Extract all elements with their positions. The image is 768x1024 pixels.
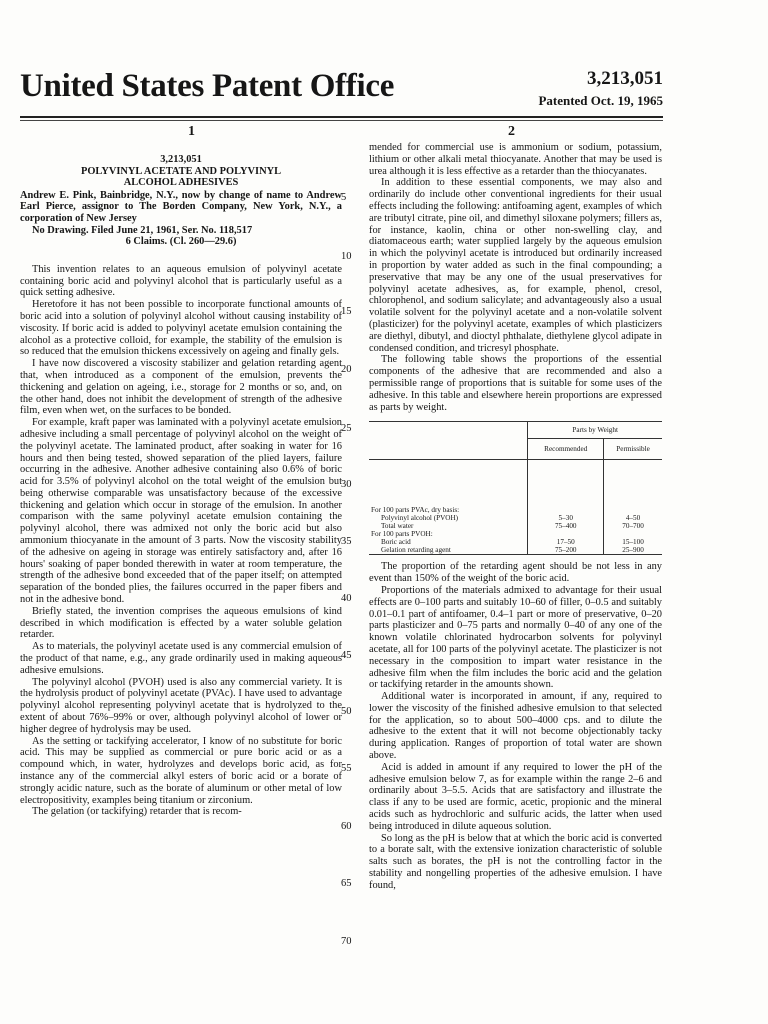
table-row — [369, 530, 662, 538]
table-row — [369, 522, 662, 530]
table-cell-recommended: 75–200 — [528, 546, 604, 555]
paragraph: As the setting or tackifying accelerator, I know of no substitute for boric acid. This may be supplied as commercial or pure boric acid or as a compound which, in water, hydrolyzes and develops boric acid, as for instance any of the commercial alkyl esters of boric acid or a borate of strongly acidic nature, such as the borate of aluminum or other metal of low electropositivity, examples being titanium or zirconium. — [20, 735, 342, 806]
table-cell-permissible: 70–700 — [604, 522, 662, 530]
patent-number-inline: 3,213,051 — [160, 154, 202, 165]
line-number: 40 — [341, 593, 352, 604]
table-cell-permissible: 15–100 — [604, 538, 662, 546]
patent-date: Patented Oct. 19, 1965 — [538, 93, 663, 108]
table-col-permissible: Permissible — [604, 439, 662, 460]
line-number: 5 — [341, 192, 347, 203]
line-number: 35 — [341, 536, 352, 547]
paragraph: I have now discovered a viscosity stabilizer and gelation retarding agent that, when introduced as a component of the emulsion, prevents the thickening and gelation on ageing, i.e., storage for 2 months or so, and, on the other hand, does not inhibit the development of strength of the adhesive film, even when wet, on the surfaces to be bonded. — [20, 358, 342, 417]
table-row-label: Polyvinyl alcohol (PVOH) — [381, 514, 459, 523]
header-rule-thin — [20, 120, 663, 121]
authors: Andrew E. Pink, Bainbridge, N.Y., now by change of name to Andrew Earl Pierce, assignor to The Borden Company, New York, N.Y., a corporation of New Jersey — [20, 189, 342, 224]
table-row — [369, 514, 662, 522]
paragraph: So long as the pH is below that at which the boric acid is converted to a borate salt, with the extensive ionization characteristic of soluble salts such as borates, the pH is not the controlling factor in the stability and nongelling properties of the adhesive emulsion. I have found, — [369, 832, 662, 891]
line-number: 45 — [341, 650, 352, 661]
table-col-recommended: Recommended — [528, 439, 604, 460]
line-number: 55 — [341, 763, 352, 774]
table-row-label: For 100 parts PVOH: — [371, 530, 433, 539]
patent-number: 3,213,051 — [587, 68, 663, 89]
paragraph: Heretofore it has not been possible to incorporate functional amounts of boric acid into a solution of polyvinyl alcohol without causing instability of viscosity. If boric acid is added to polyvinyl acetate emulsion containing the alcohol as a protective colloid, for example, the stability of the emulsion is so reduced that the emulsion thickens excessively on ageing and finally gels. — [20, 299, 342, 358]
line-number: 25 — [341, 423, 352, 434]
proportions-table — [369, 421, 662, 555]
paragraph: mended for commercial use is ammonium or sodium, potassium, lithium or other alkali metal thiocyanate. Another that may be used is urea although it is less effective as a retarder than the thiocyanates. — [369, 142, 662, 177]
paragraph: Additional water is incorporated in amount, if any, required to lower the viscosity of the finished adhesive emulsion to that selected for the application, so to about 500–4000 cps. and to dilute the adhesive to the extent that it will not become objectionably tacky during application. Ranges of proportion of total water are shown above. — [369, 691, 662, 762]
header-rule — [20, 116, 663, 118]
table-row-label: Boric acid — [381, 538, 411, 547]
line-number: 50 — [341, 706, 352, 717]
line-number: 70 — [341, 936, 352, 947]
table-row — [369, 538, 662, 546]
left-column — [20, 142, 342, 818]
column-number-right: 2 — [508, 124, 515, 139]
claims-info: 6 Claims. (Cl. 260—29.6) — [125, 236, 237, 248]
table-cell-permissible — [604, 530, 662, 538]
column-number-left: 1 — [188, 124, 195, 139]
paragraph: Proportions of the materials admixed to advantage for their usual effects are 0–100 parts and suitably 10–60 of filler, 0–0.5 and suitably 0.01–0.1 part of antifoamer, 0.4–1 part or more of preservative, 0–20 parts plasticizer and 0–75 parts and normally 0–40 of any one of the known volatile chlorinated hydrocarbon solvents for polyvinyl acetate, all for 100 parts of the polyvinyl acetate. The plasticizer is not necessary in the composition to impart water resistance in the adhesive film when the film includes the boric acid and the gelation or tackifying retarder in the amounts shown. — [369, 584, 662, 691]
line-number: 20 — [341, 364, 352, 375]
paragraph: For example, kraft paper was laminated with a polyvinyl acetate emulsion adhesive including a small percentage of polyvinyl alcohol on the weight of the polyvinyl acetate. The laminated product, after soaking in water for 16 hours and then being tested, showed separation of the plied layers, failure occurring in the adhesive. Another adhesive containing also 0.6% of boric acid for 3.5% of polyvinyl alcohol on the total weight of the emulsion but being otherwise comparable was unsatisfactory because of the excessive thickening and gelation which occur in storage of the emulsion. In another comparison with the same polyvinyl acetate emulsion containing the polyvinyl alcohol, there was admixed not only the boric acid but also ammonium thiocyanate in the amount of 3 parts. Now the viscosity stability of the adhesive on ageing in storage was entirely satisfactory and, after 16 hours' soaking of paper bonded therewith in water at room temperature, the strength of the adhesive bond exceeded that of the paper itself; on attempted separation of the bonded plies, the failures occurred in the paper fibers and not in the adhesive bond. — [20, 417, 342, 606]
table-row — [369, 506, 662, 514]
table-cell-recommended — [528, 530, 604, 538]
paragraph: This invention relates to an aqueous emulsion of polyvinyl acetate containing boric acid and polyvinyl alcohol that is particularly useful as a quick setting adhesive. — [20, 263, 342, 299]
right-column — [369, 142, 662, 892]
paragraph: As to materials, the polyvinyl acetate used is any commercial emulsion of the product of that name, e.g., any grade ordinarily used in making aqueous adhesive emulsions. — [20, 641, 342, 676]
paragraph: The proportion of the retarding agent should be not less in any event than 150% of the weight of the boric acid. — [369, 561, 662, 585]
table-group-header: Parts by Weight — [528, 422, 662, 439]
paragraph: The following table shows the proportions of the essential components of the adhesive that are recommended and also a permissible range of proportions that is suitable for some uses of the adhesive. In this table and elsewhere herein proportions are expressed as parts by weight. — [369, 354, 662, 413]
table-row — [369, 546, 662, 555]
table-cell-recommended: 75–400 — [528, 522, 604, 530]
line-number: 30 — [341, 479, 352, 490]
table-cell-recommended: 17–50 — [528, 538, 604, 546]
table-cell-permissible: 25–900 — [604, 546, 662, 555]
table-row-label: Total water — [381, 522, 414, 531]
line-number: 65 — [341, 878, 352, 889]
filing-info: No Drawing. Filed June 21, 1961, Ser. No. 118,517 — [32, 224, 253, 236]
line-number: 10 — [341, 251, 352, 262]
line-number: 60 — [341, 821, 352, 832]
paragraph: Briefly stated, the invention comprises the aqueous emulsions of kind described in which modification is effected by a water soluble gelation retarder. — [20, 605, 342, 641]
title-block — [20, 154, 342, 189]
table-cell-permissible: 4–50 — [604, 514, 662, 522]
paragraph: In addition to these essential components, we may also and ordinarily do include other conventional ingredients for their usual effects including the following: antifoaming agent, examples of which are tributyl citrate, pine oil, and dimethyl siloxane polymers; fillers as, for instance, kaolin, china or other non-swelling clay, and diatomaceous earth; water supplied largely by the aqueous emulsion in which the polyvinyl acetate is introduced but ordinarily increased in proportion by water added as such in the final compounding; a preservative that may be any one of the usual preservatives for polyvinyl acetate adhesives, as, for example, phenol, cresol, chlorophenol, and sodium salicylate; and advantageously also a usual volatile solvent for the polyvinyl acetate and a non-volatile solvent (plasticizer) for the polyvinyl acetate, examples of which plasticizers are diethyl, dibutyl, and dioctyl phthalate, diethylene glycol adipate in condensed condition, and tricresyl phosphate. — [369, 177, 662, 354]
table-cell-recommended — [528, 506, 604, 514]
author-block — [20, 190, 342, 248]
office-title: United States Patent Office — [20, 68, 395, 104]
paragraph: Acid is added in amount if any required to lower the pH of the adhesive emulsion below 7, as for example within the range 2–6 and ordinarily about 3–5.5. Acids that are satisfactory and illustrate the class if any to be used are formic, acetic, propionic and the mineral acids such as hydrochloric and sulfuric acids, the latter when used being introduced in dilute aqueous solution. — [369, 761, 662, 832]
paragraph: The gelation (or tackifying) retarder that is recom- — [32, 806, 242, 818]
table-row-label: For 100 parts PVAc, dry basis: — [371, 506, 460, 515]
title-line-1: POLYVINYL ACETATE AND POLYVINYL — [80, 165, 282, 177]
table-cell-recommended: 5–30 — [528, 514, 604, 522]
table-cell-permissible — [604, 506, 662, 514]
paragraph: The polyvinyl alcohol (PVOH) used is also any commercial variety. It is the hydrolysis product of polyvinyl acetate (PVAc). I have used to advantage polyvinyl alcohol representing polyvinyl acetate that is hydrolyzed to the extent of about 76%–99% or over, although polyvinyl alcohol of lower or higher degree of hydrolysis may be used. — [20, 676, 342, 735]
table-row-label: Gelation retarding agent — [369, 546, 528, 555]
title-line-2: ALCOHOL ADHESIVES — [123, 177, 239, 189]
line-number: 15 — [341, 306, 352, 317]
